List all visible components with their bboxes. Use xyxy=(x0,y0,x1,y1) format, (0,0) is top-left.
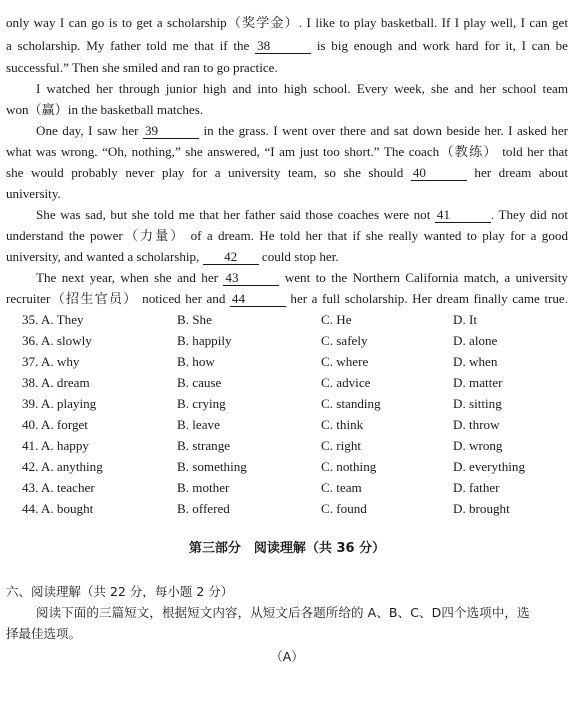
text: went to the Northern California match, a university xyxy=(279,270,568,285)
option-b: B. how xyxy=(177,354,215,369)
option-a: 43. A. teacher xyxy=(22,480,95,495)
blank-42: 42 xyxy=(203,249,259,265)
option-a: 41. A. happy xyxy=(22,438,89,453)
passage-line-10 xyxy=(36,204,568,225)
passage-line-1 xyxy=(6,12,568,33)
text: won（赢）in the basketball matches. xyxy=(6,102,204,117)
option-a: 36. A. slowly xyxy=(22,333,92,348)
text: I watched her through junior high and into high school. Every week, she and her school team xyxy=(36,81,568,96)
passage-line-4 xyxy=(36,78,568,99)
option-c: C. standing xyxy=(321,396,381,411)
passage-line-3 xyxy=(6,57,568,78)
option-a: 39. A. playing xyxy=(22,396,97,411)
option-b: B. She xyxy=(177,312,212,327)
option-c: C. think xyxy=(321,417,364,432)
part3-title: 第三部分 阅读理解（共 36 分） xyxy=(188,541,386,556)
text: understand the power（力量） of a dream. He told her that if she really wanted to play for a good xyxy=(6,228,568,243)
option-a: 37. A. why xyxy=(22,354,80,369)
option-a: 38. A. dream xyxy=(22,375,90,390)
text: is big enough and work hard for it, I can be xyxy=(311,38,568,53)
instruction-line-2: 择最佳选项。 xyxy=(6,626,82,641)
option-d: D. alone xyxy=(453,333,498,348)
option-c: C. found xyxy=(321,501,367,516)
option-c: C. team xyxy=(321,480,362,495)
option-c: C. right xyxy=(321,438,362,453)
section6-title: 六、阅读理解（共 22 分，每小题 2 分） xyxy=(6,584,234,599)
instruction-line-1: 阅读下面的三篇短文，根据短文内容，从短文后各题所给的 A、B、C、D四个选项中，选 xyxy=(36,605,530,620)
option-a: 35. A. They xyxy=(22,312,84,327)
option-c: C. where xyxy=(321,354,369,369)
option-b: B. happily xyxy=(177,333,232,348)
option-c: C. safely xyxy=(321,333,368,348)
text: One day, I saw her xyxy=(36,123,143,138)
passage-line-2 xyxy=(6,35,568,56)
option-d: D. father xyxy=(453,480,500,495)
option-d: D. wrong xyxy=(453,438,503,453)
passage-line-8 xyxy=(6,162,568,183)
option-c: C. advice xyxy=(321,375,371,390)
blank-44: 44 xyxy=(230,291,286,307)
text: in the grass. I went over there and sat down beside her. I asked her xyxy=(199,123,569,138)
passage-line-14 xyxy=(6,288,568,309)
option-a: 44. A. bought xyxy=(22,501,94,516)
option-d: D. sitting xyxy=(453,396,502,411)
option-d: D. It xyxy=(453,312,478,327)
option-a: 40. A. forget xyxy=(22,417,88,432)
option-b: B. crying xyxy=(177,396,226,411)
option-b: B. something xyxy=(177,459,247,474)
option-b: B. cause xyxy=(177,375,222,390)
text: her a full scholarship. Her dream finally came true. xyxy=(285,291,569,306)
option-b: B. strange xyxy=(177,438,231,453)
option-d: D. everything xyxy=(453,459,525,474)
text: She was sad, but she told me that her father said those coaches were not xyxy=(36,207,435,222)
passage-line-6 xyxy=(36,120,568,141)
passage-line-5 xyxy=(6,99,568,120)
passage-line-11 xyxy=(6,225,568,246)
option-b: B. mother xyxy=(177,480,230,495)
text: she would probably never play for a university team, so she should xyxy=(6,165,411,180)
passage-a-label: （A） xyxy=(270,649,304,664)
text: university, and wanted a scholarship, xyxy=(6,249,203,264)
option-c: C. He xyxy=(321,312,352,327)
option-b: B. leave xyxy=(177,417,220,432)
option-c: C. nothing xyxy=(321,459,377,474)
blank-39: 39 xyxy=(143,123,199,139)
option-d: D. throw xyxy=(453,417,500,432)
option-a: 42. A. anything xyxy=(22,459,103,474)
passage-line-9 xyxy=(6,183,568,204)
text: a scholarship. My father told me that if the xyxy=(6,38,256,53)
text: recruiter（招生官员） noticed her and xyxy=(6,291,230,306)
text: could stop her. xyxy=(258,249,339,264)
text: only way I can go is to get a scholarship（奖学金）. I like to play basketball. If I play well, I can get xyxy=(6,15,568,30)
text: university. xyxy=(6,186,61,201)
passage-line-12 xyxy=(6,246,568,267)
text: her dream about xyxy=(466,165,568,180)
text: what was wrong. “Oh, nothing,” she answered, “I am just too short.” The coach（教练） told her that xyxy=(6,144,568,159)
passage-line-7 xyxy=(6,141,568,162)
option-b: B. offered xyxy=(177,501,230,516)
blank-43: 43 xyxy=(223,270,279,286)
option-d: D. when xyxy=(453,354,498,369)
blank-38: 38 xyxy=(255,38,311,54)
text: . They did not xyxy=(490,207,568,222)
text: successful.” Then she smiled and ran to go practice. xyxy=(6,60,278,75)
option-d: D. brought xyxy=(453,501,510,516)
blank-41: 41 xyxy=(435,207,491,223)
text: The next year, when she and her xyxy=(36,270,224,285)
blank-40: 40 xyxy=(411,165,467,181)
passage-line-13 xyxy=(36,267,568,288)
option-d: D. matter xyxy=(453,375,503,390)
